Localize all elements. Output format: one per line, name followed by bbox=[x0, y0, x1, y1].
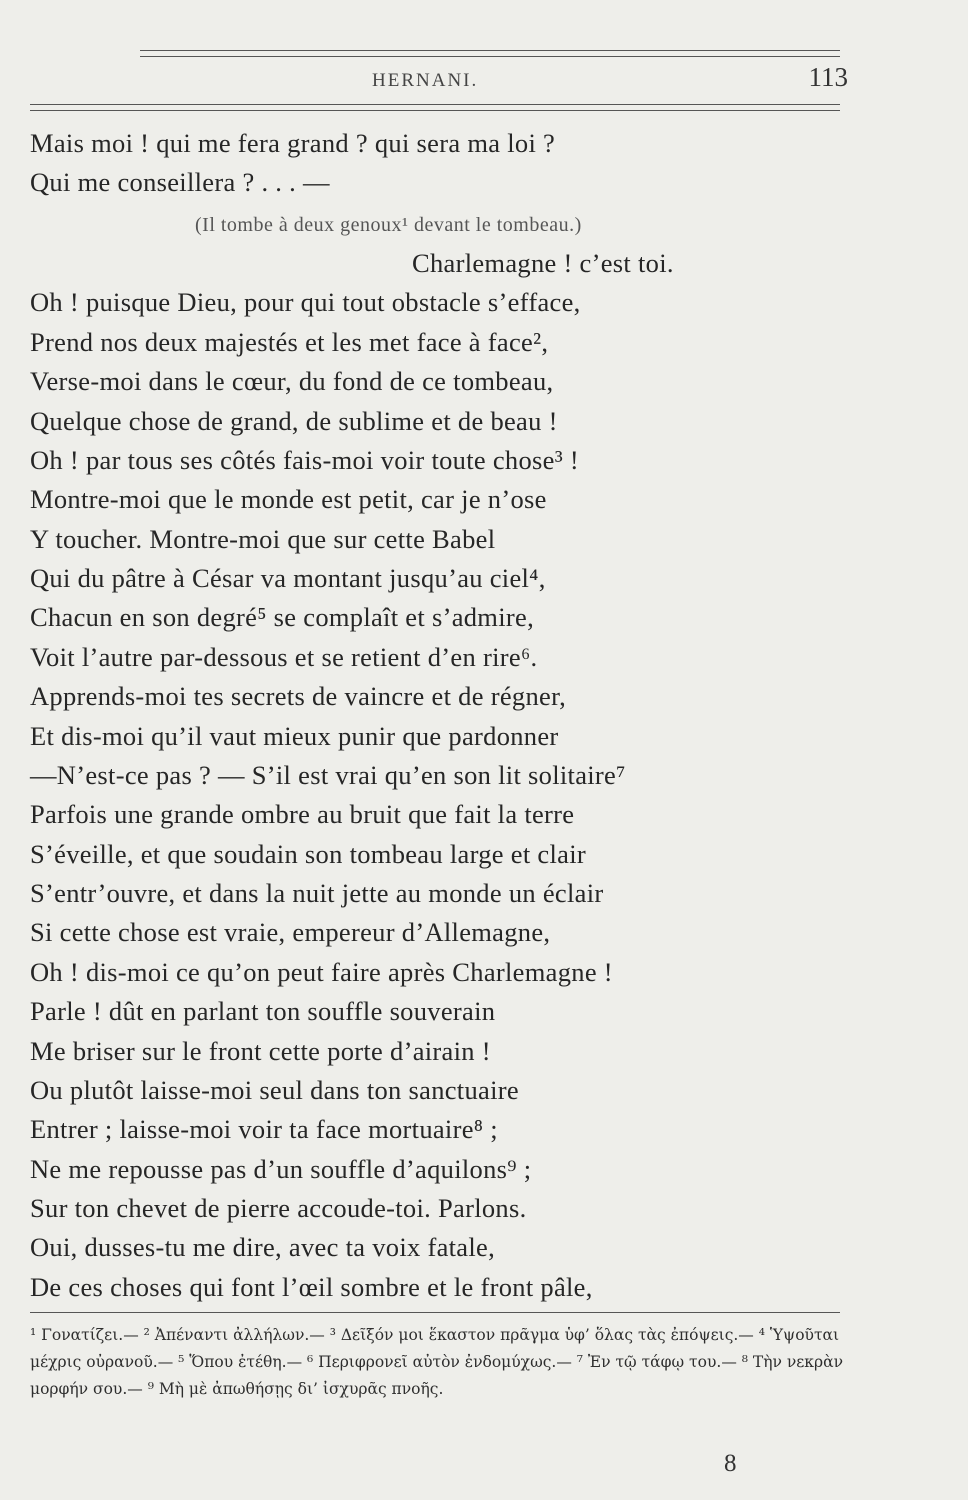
verse-line: Oh ! par tous ses côtés fais-moi voir toute chose³ ! bbox=[30, 445, 580, 475]
verse-line: Qui me conseillera ? . . . — bbox=[30, 167, 330, 197]
verse-line: Apprends-moi tes secrets de vaincre et de régner, bbox=[30, 681, 567, 711]
verse-line: Mais moi ! qui me fera grand ? qui sera ma loi ? bbox=[30, 128, 556, 158]
verse-line: Prend nos deux majestés et les met face à face², bbox=[30, 327, 549, 357]
stage-direction: (Il tombe à deux genoux¹ devant le tombeau.) bbox=[195, 214, 582, 236]
verse-line: —N’est-ce pas ? — S’il est vrai qu’en son lit solitaire⁷ bbox=[30, 760, 626, 790]
footnote-rule bbox=[30, 1312, 840, 1313]
footnotes: ¹ Γονατίζει.— ² Ἀπέναντι ἀλλήλων.— ³ Δεῖξόν μοι ἕκαστον πρᾶγμα ὑφ’ ὅλας τὰς ἐπόψεις.— ⁴ Ὑψοῦται μέχρις οὐρανοῦ.— ⁵ Ὅπου ἐτέθη.— ⁶ Περιφρονεῖ αὐτὸν ἐνδομύχως.— ⁷ Ἐν τῷ τάφῳ του.— ⁸ Τὴν νεκρὰν μορφήν σου.— ⁹ Μὴ μὲ ἀπωθήσῃς δι’ ἰσχυρᾶς πνοῆς. bbox=[30, 1326, 844, 1398]
verse-line: S’éveille, et que soudain son tombeau large et clair bbox=[30, 839, 586, 869]
verse-line: Chacun en son degré⁵ se complaît et s’admire, bbox=[30, 602, 534, 632]
verse-line: Quelque chose de grand, de sublime et de beau ! bbox=[30, 406, 558, 436]
header-top-rule-thin bbox=[140, 56, 840, 57]
verse-line: Oh ! dis-moi ce qu’on peut faire après Charlemagne ! bbox=[30, 957, 613, 987]
header-bottom-rule bbox=[30, 104, 840, 105]
verse-line: Me briser sur le front cette porte d’airain ! bbox=[30, 1036, 491, 1066]
verse-line: Oh ! puisque Dieu, pour qui tout obstacle s’efface, bbox=[30, 287, 581, 317]
verse-line: S’entr’ouvre, et dans la nuit jette au monde un éclair bbox=[30, 878, 604, 908]
verse-line: Verse-moi dans le cœur, du fond de ce tombeau, bbox=[30, 366, 554, 396]
verse-line: Montre-moi que le monde est petit, car je n’ose bbox=[30, 484, 547, 514]
signature-mark: 8 bbox=[724, 1450, 737, 1477]
verse-line: Si cette chose est vraie, empereur d’Allemagne, bbox=[30, 917, 551, 947]
verse-line: Entrer ; laisse-moi voir ta face mortuaire⁸ ; bbox=[30, 1114, 498, 1144]
header-top-rule bbox=[140, 50, 840, 51]
running-title: HERNANI. bbox=[372, 70, 479, 91]
verse-line: Ne me repousse pas d’un souffle d’aquilons⁹ ; bbox=[30, 1154, 532, 1184]
verse-line: Qui du pâtre à César va montant jusqu’au ciel⁴, bbox=[30, 563, 546, 593]
page-number: 113 bbox=[808, 62, 848, 92]
verse-line: Sur ton chevet de pierre accoude-toi. Parlons. bbox=[30, 1193, 527, 1223]
header-bottom-rule-thin bbox=[30, 110, 840, 111]
verse-line: Et dis-moi qu’il vaut mieux punir que pardonner bbox=[30, 721, 559, 751]
verse-line: Ou plutôt laisse-moi seul dans ton sanctuaire bbox=[30, 1075, 519, 1105]
verse-line: Y toucher. Montre-moi que sur cette Babel bbox=[30, 524, 496, 554]
verse-line: Voit l’autre par-dessous et se retient d’en rire⁶. bbox=[30, 642, 538, 672]
verse-line: De ces choses qui font l’œil sombre et le front pâle, bbox=[30, 1272, 593, 1302]
verse-line: Parle ! dût en parlant ton souffle souverain bbox=[30, 996, 496, 1026]
verse-line: Parfois une grande ombre au bruit que fait la terre bbox=[30, 799, 575, 829]
verse-line: Oui, dusses-tu me dire, avec ta voix fatale, bbox=[30, 1232, 496, 1262]
verse-line: Charlemagne ! c’est toi. bbox=[412, 248, 674, 278]
